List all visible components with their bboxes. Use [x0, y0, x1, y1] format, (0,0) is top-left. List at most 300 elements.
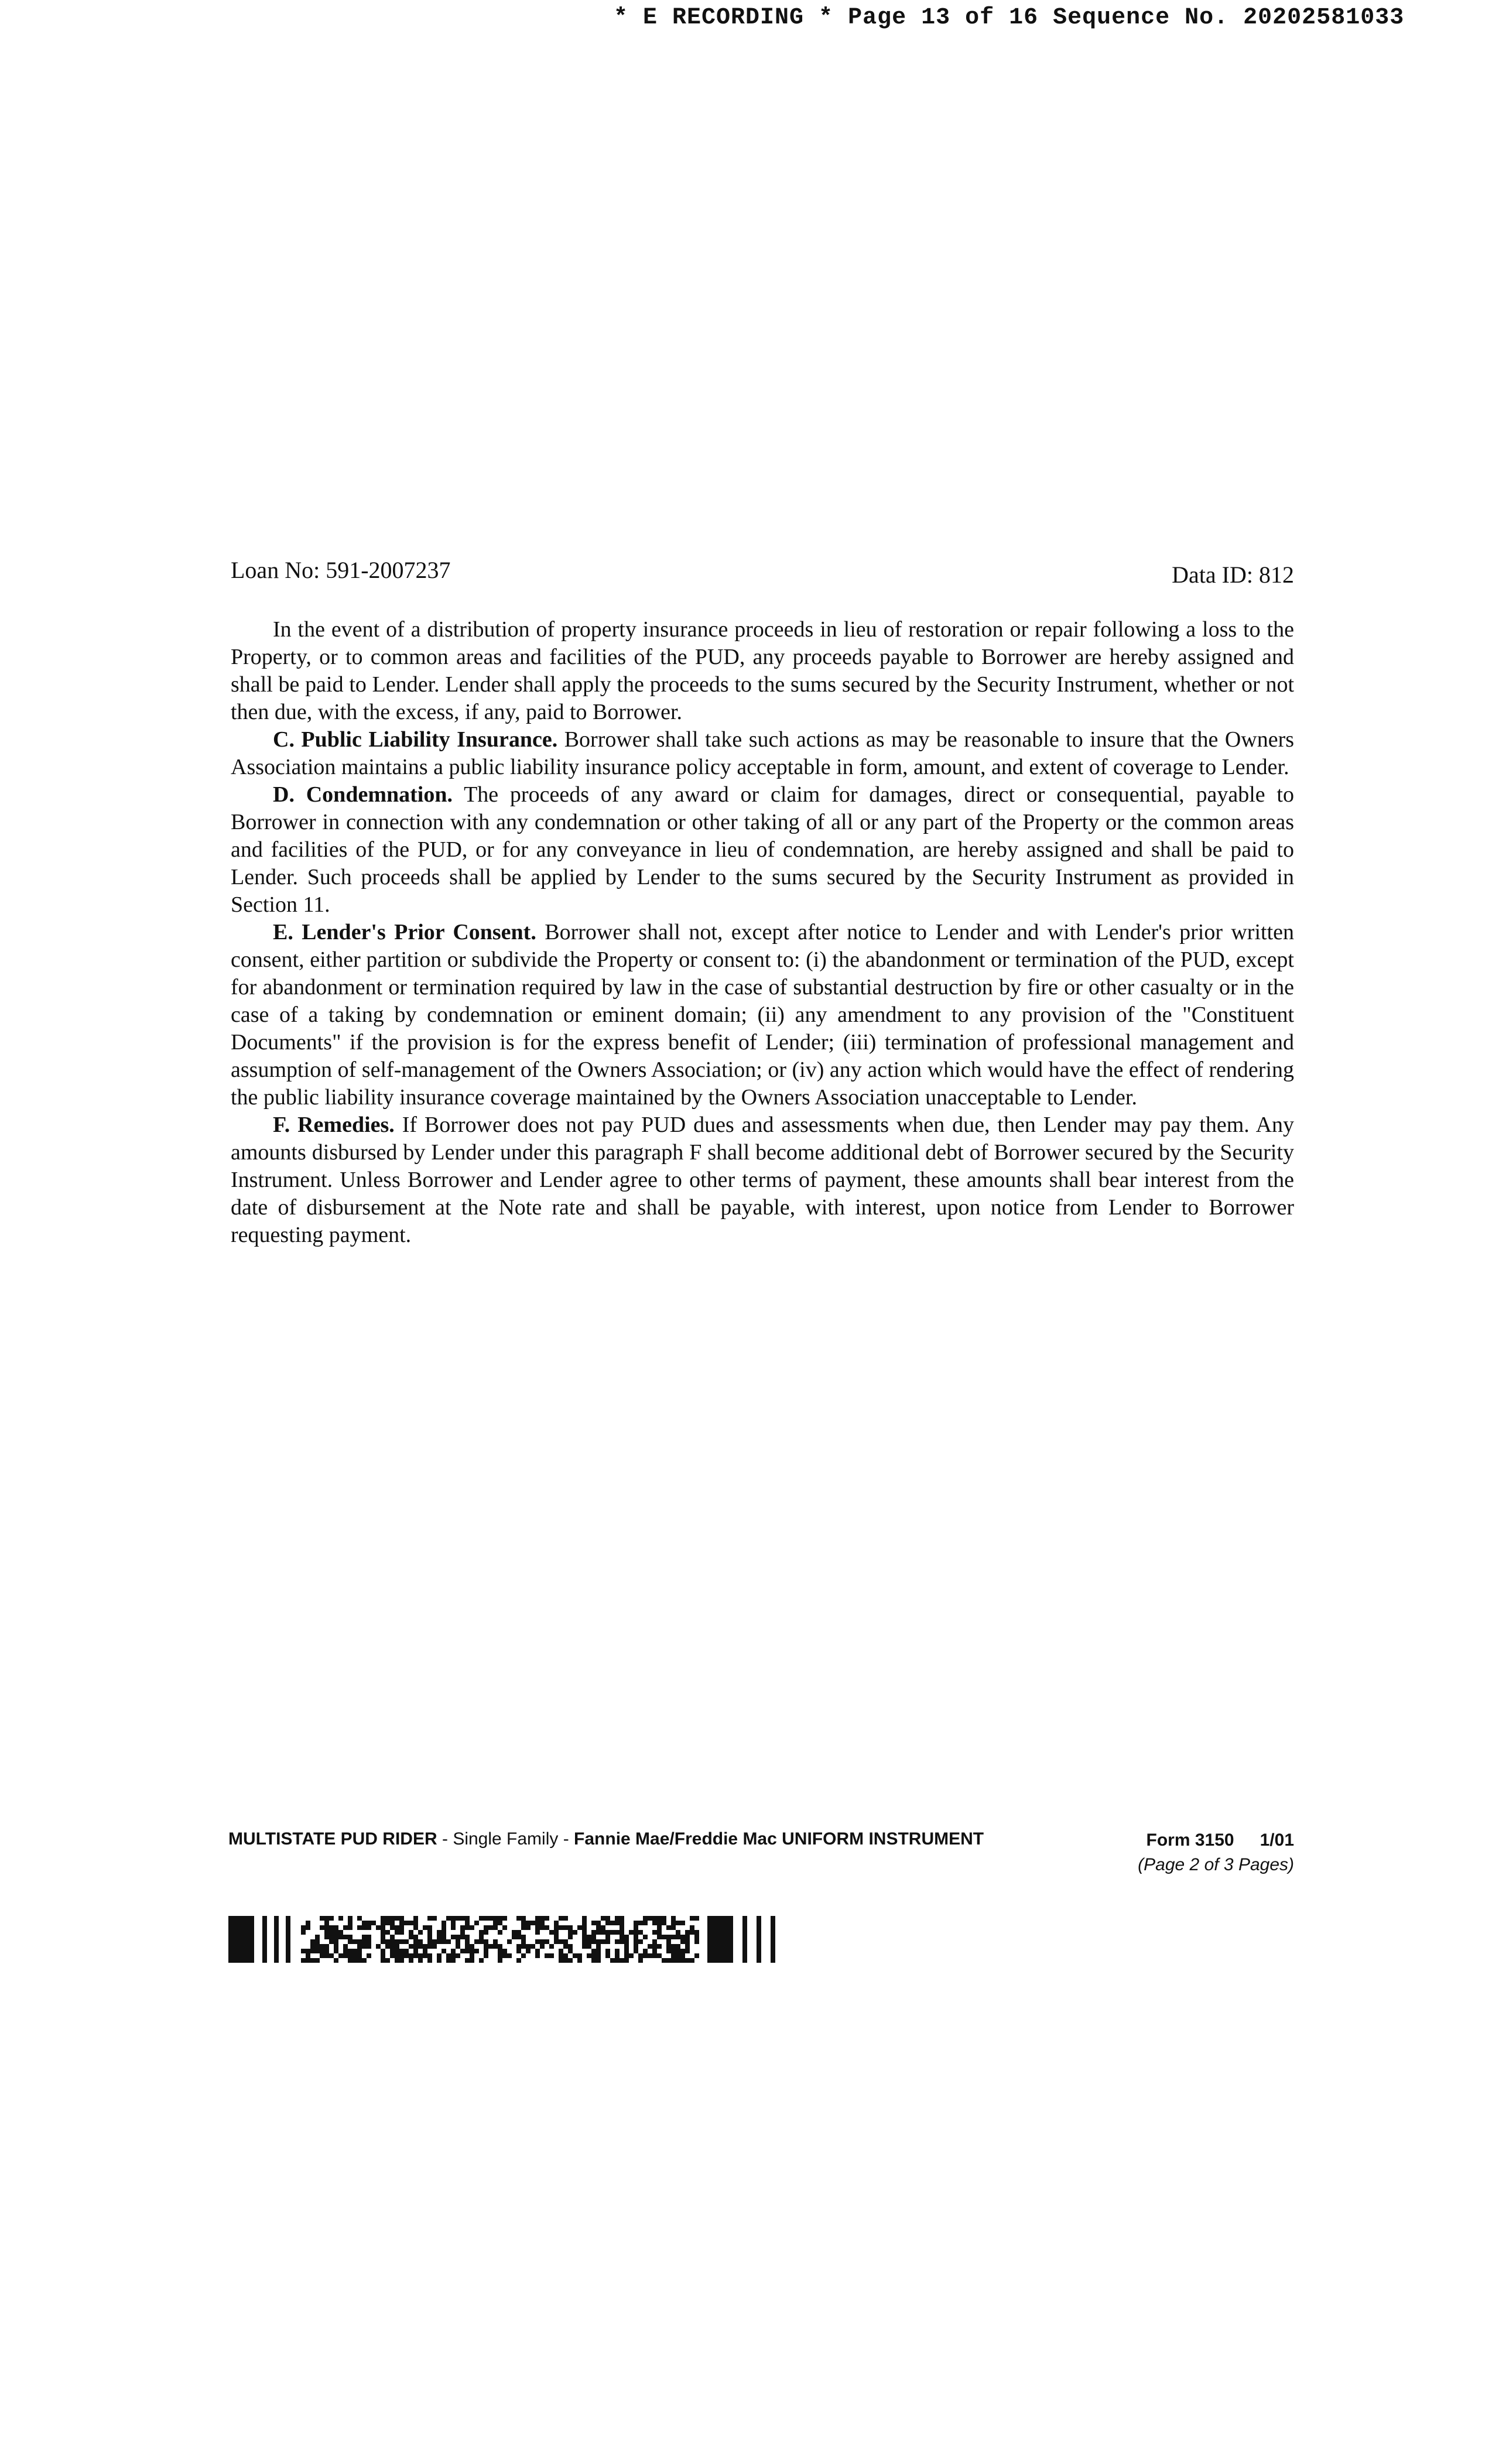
barcode-cell — [652, 1930, 657, 1935]
barcode-cell — [395, 1949, 399, 1953]
barcode-cell — [587, 1944, 591, 1949]
barcode-cell — [474, 1949, 479, 1953]
paragraph-public-liability — [231, 726, 1294, 781]
barcode-cell — [474, 1921, 479, 1925]
barcode-cell — [418, 1953, 423, 1958]
barcode-cell — [582, 1925, 587, 1930]
barcode-cell — [662, 1958, 666, 1963]
barcode-cell — [385, 1958, 390, 1963]
barcode-cell — [690, 1925, 694, 1930]
barcode-cell — [399, 1921, 404, 1925]
barcode-cell — [479, 1958, 484, 1963]
barcode-cell — [395, 1958, 399, 1963]
barcode-cell — [545, 1925, 549, 1930]
barcode-cell — [465, 1949, 470, 1953]
barcode-cell — [535, 1930, 540, 1935]
barcode-cell — [596, 1930, 601, 1935]
barcode-cell — [676, 1944, 680, 1949]
barcode-cell — [484, 1953, 488, 1958]
barcode-cell — [694, 1953, 699, 1958]
barcode-cell — [498, 1930, 502, 1935]
barcode-cell — [484, 1925, 488, 1930]
barcode-cell — [540, 1921, 545, 1925]
barcode-cell — [577, 1953, 582, 1958]
barcode-cell — [680, 1921, 685, 1925]
barcode-cell — [381, 1930, 385, 1935]
barcode-cell — [516, 1935, 521, 1939]
barcode-cell — [404, 1921, 409, 1925]
barcode-cell — [493, 1916, 498, 1921]
barcode-cell — [315, 1939, 320, 1944]
barcode-cell — [540, 1925, 545, 1930]
barcode-cell — [348, 1935, 352, 1939]
barcode-cell — [596, 1958, 601, 1963]
barcode-cell — [451, 1916, 456, 1921]
barcode-cell — [399, 1953, 404, 1958]
barcode-cell — [671, 1953, 676, 1958]
barcode-cell — [484, 1916, 488, 1921]
barcode-cell — [437, 1935, 442, 1939]
barcode-cell — [549, 1953, 554, 1958]
barcode-cell — [643, 1916, 648, 1921]
barcode-cell — [568, 1944, 573, 1949]
barcode-cell — [563, 1925, 568, 1930]
barcode-cell — [460, 1916, 465, 1921]
barcode-cell — [324, 1921, 329, 1925]
barcode-cell — [591, 1958, 596, 1963]
barcode-cell — [498, 1944, 502, 1949]
barcode-cell — [685, 1935, 690, 1939]
barcode-cell — [329, 1930, 334, 1935]
barcode-cell — [662, 1921, 666, 1925]
barcode-cell — [694, 1916, 699, 1921]
barcode-bar — [286, 1916, 290, 1963]
paragraph-text: Borrower shall take such actions as may be reasonable to insure that the Owners Association maintains a public liability insurance policy acceptable in form, amount, and extent of coverage to Lender. — [231, 727, 1295, 779]
barcode-cell — [395, 1944, 399, 1949]
barcode-cell — [671, 1916, 676, 1921]
barcode-cell — [446, 1939, 451, 1944]
barcode-cell — [456, 1939, 460, 1944]
barcode-cell — [465, 1916, 470, 1921]
barcode-cell — [390, 1939, 395, 1944]
barcode-cell — [381, 1939, 385, 1944]
barcode-cell — [460, 1949, 465, 1953]
barcode-cell — [446, 1916, 451, 1921]
barcode-cell — [306, 1949, 310, 1953]
barcode-cell — [479, 1930, 484, 1935]
barcode-cell — [535, 1939, 540, 1944]
barcode-cell — [338, 1935, 343, 1939]
form-title — [228, 1829, 984, 1849]
barcode-cell — [404, 1953, 409, 1958]
barcode-cell — [582, 1939, 587, 1944]
barcode-cell — [666, 1939, 671, 1944]
barcode-cell — [484, 1949, 488, 1953]
barcode-cell — [516, 1930, 521, 1935]
barcode-cell — [615, 1953, 620, 1958]
barcode-cell — [465, 1944, 470, 1949]
barcode-cell — [545, 1953, 549, 1958]
barcode-cell — [362, 1935, 367, 1939]
barcode-cell — [498, 1916, 502, 1921]
barcode-cell — [465, 1921, 470, 1925]
barcode-cell — [554, 1935, 559, 1939]
barcode-cell — [451, 1949, 456, 1953]
barcode-cell — [601, 1916, 605, 1921]
barcode-cell — [690, 1930, 694, 1935]
barcode-cell — [442, 1949, 446, 1953]
barcode-cell — [573, 1953, 577, 1958]
paragraph-text: Borrower shall not, except after notice to Lender and with Lender's prior written consent, either partition or subdivide the Property or consent to: (i) the abandonment or termination of the PUD, except for abandonment or termination required by law in the case of substantial destruction by fire or other casualty or in the case of a taking by condemnation or eminent domain; (ii) any amendment to any provision of the "Constituent Documents" if the provision is for the express benefit of Lender; (iii) termination of professional management and assumption of self-management of the Owners Association; or (iv) any action which would have the effect of rendering the public liability insurance coverage maintained by the Owners Association unacceptable to Lender. — [231, 920, 1294, 1110]
barcode-cell — [549, 1944, 554, 1949]
barcode-cell — [573, 1930, 577, 1935]
barcode-cell — [409, 1935, 413, 1939]
barcode-cell — [306, 1921, 310, 1925]
barcode-cell — [498, 1949, 502, 1953]
barcode-cell — [409, 1930, 413, 1935]
barcode-cell — [680, 1949, 685, 1953]
barcode-cell — [591, 1939, 596, 1944]
barcode-cell — [554, 1925, 559, 1930]
barcode-cell — [657, 1944, 662, 1949]
barcode-cell — [516, 1949, 521, 1953]
barcode-bar — [262, 1916, 267, 1963]
barcode-cell — [357, 1939, 362, 1944]
barcode-cell — [605, 1930, 610, 1935]
barcode-cell — [423, 1949, 427, 1953]
barcode-cell — [343, 1935, 348, 1939]
barcode-cell — [357, 1949, 362, 1953]
barcode-cell — [442, 1935, 446, 1939]
barcode-cell — [301, 1930, 306, 1935]
barcode-cell — [395, 1939, 399, 1944]
barcode-cell — [427, 1935, 432, 1939]
barcode-cell — [531, 1921, 535, 1925]
barcode-cell — [367, 1944, 371, 1949]
barcode-cell — [615, 1949, 620, 1953]
barcode-cell — [634, 1935, 638, 1939]
form-id — [1147, 1830, 1294, 1850]
barcode-cell — [643, 1953, 648, 1958]
barcode-cell — [634, 1949, 638, 1953]
barcode-cell — [582, 1916, 587, 1921]
barcode-image — [228, 1914, 790, 1965]
barcode-cell — [301, 1925, 306, 1930]
barcode-cell — [409, 1953, 413, 1958]
barcode-cell — [498, 1921, 502, 1925]
barcode-cell — [423, 1944, 427, 1949]
barcode-cell — [615, 1958, 620, 1963]
barcode-cell — [666, 1944, 671, 1949]
barcode-cell — [680, 1958, 685, 1963]
barcode-cell — [315, 1935, 320, 1939]
barcode-cell — [685, 1958, 690, 1963]
barcode-cell — [479, 1935, 484, 1939]
barcode-cell — [395, 1925, 399, 1930]
barcode-cell — [685, 1944, 690, 1949]
barcode-cell — [587, 1953, 591, 1958]
barcode-cell — [306, 1958, 310, 1963]
barcode-cell — [348, 1939, 352, 1944]
barcode-cell — [559, 1953, 563, 1958]
barcode-cell — [301, 1949, 306, 1953]
barcode-cell — [334, 1944, 338, 1949]
barcode-cell — [367, 1921, 371, 1925]
barcode-cell — [657, 1925, 662, 1930]
barcode-cell — [620, 1916, 624, 1921]
barcode-cell — [554, 1939, 559, 1944]
barcode-cell — [526, 1944, 531, 1949]
barcode-cell — [348, 1921, 352, 1925]
barcode-cell — [432, 1916, 437, 1921]
barcode-cell — [582, 1935, 587, 1939]
barcode-cell — [531, 1944, 535, 1949]
barcode-cell — [521, 1925, 526, 1930]
barcode-cell — [634, 1944, 638, 1949]
barcode-cell — [334, 1930, 338, 1935]
barcode-cell — [310, 1939, 315, 1944]
barcode-cell — [559, 1939, 563, 1944]
barcode-cell — [451, 1958, 456, 1963]
barcode-cell — [648, 1944, 652, 1949]
barcode-cell — [413, 1949, 418, 1953]
barcode-cell — [563, 1958, 568, 1963]
barcode-cell — [324, 1935, 329, 1939]
barcode-cell — [460, 1935, 465, 1939]
barcode-cell — [418, 1944, 423, 1949]
barcode-cell — [324, 1930, 329, 1935]
barcode-cell — [643, 1921, 648, 1925]
barcode-cell — [432, 1944, 437, 1949]
barcode-cell — [629, 1930, 634, 1935]
barcode-cell — [399, 1930, 404, 1935]
barcode-cell — [671, 1944, 676, 1949]
barcode-cell — [343, 1953, 348, 1958]
barcode-cell — [423, 1953, 427, 1958]
barcode-cell — [568, 1935, 573, 1939]
barcode-cell — [535, 1953, 540, 1958]
barcode-cell — [535, 1916, 540, 1921]
barcode-cell — [470, 1949, 474, 1953]
barcode-cell — [334, 1958, 338, 1963]
barcode-cell — [399, 1958, 404, 1963]
barcode-cell — [652, 1939, 657, 1944]
barcode-cell — [521, 1944, 526, 1949]
barcode-cell — [451, 1953, 456, 1958]
barcode-cell — [320, 1953, 324, 1958]
barcode-cell — [559, 1916, 563, 1921]
barcode-cell — [502, 1916, 507, 1921]
barcode-cell — [442, 1921, 446, 1925]
barcode-cell — [568, 1949, 573, 1953]
barcode-cell — [381, 1935, 385, 1939]
barcode-cell — [610, 1958, 615, 1963]
barcode-cell — [470, 1925, 474, 1930]
barcode-cell — [451, 1921, 456, 1925]
paragraph-heading: C. Public Liability Insurance. — [273, 727, 558, 752]
barcode-cell — [582, 1944, 587, 1949]
barcode-cell — [474, 1939, 479, 1944]
barcode-cell — [676, 1921, 680, 1925]
barcode-cell — [484, 1939, 488, 1944]
barcode-cell — [620, 1925, 624, 1930]
barcode-cell — [601, 1930, 605, 1935]
barcode-cell — [451, 1935, 456, 1939]
barcode-cell — [671, 1949, 676, 1953]
barcode-cell — [334, 1935, 338, 1939]
barcode-cell — [488, 1925, 493, 1930]
barcode-cell — [657, 1930, 662, 1935]
barcode-cell — [657, 1921, 662, 1925]
barcode-cell — [324, 1953, 329, 1958]
form-title-sub: - Single Family - — [437, 1829, 574, 1849]
barcode-cell — [652, 1921, 657, 1925]
barcode-cell — [390, 1944, 395, 1949]
data-id: Data ID: 812 — [1172, 562, 1294, 588]
barcode-cell — [620, 1930, 624, 1935]
barcode-cell — [615, 1916, 620, 1921]
barcode-cell — [427, 1958, 432, 1963]
barcode-cell — [381, 1953, 385, 1958]
barcode-cell — [352, 1953, 357, 1958]
barcode-cell — [554, 1921, 559, 1925]
barcode-cell — [381, 1949, 385, 1953]
barcode-cell — [545, 1916, 549, 1921]
barcode-cell — [348, 1958, 352, 1963]
barcode-cell — [685, 1949, 690, 1953]
paragraph-heading: F. Remedies. — [273, 1113, 395, 1137]
barcode-cell — [324, 1949, 329, 1953]
barcode-cell — [643, 1935, 648, 1939]
barcode-cell — [559, 1958, 563, 1963]
barcode-cell — [657, 1935, 662, 1939]
paragraph-heading: D. Condemnation. — [273, 782, 453, 807]
barcode-cell — [418, 1930, 423, 1935]
barcode-cell — [376, 1944, 381, 1949]
barcode-cell — [685, 1939, 690, 1944]
barcode-cell — [493, 1921, 498, 1925]
barcode-cell — [540, 1939, 545, 1944]
barcode-cell — [409, 1944, 413, 1949]
barcode-cell — [376, 1925, 381, 1930]
barcode-cell — [442, 1925, 446, 1930]
barcode-cell — [437, 1939, 442, 1944]
barcode-cell — [638, 1953, 643, 1958]
barcode-cell — [643, 1949, 648, 1953]
barcode-cell — [577, 1925, 582, 1930]
barcode-cell — [680, 1953, 685, 1958]
barcode-cell — [390, 1925, 395, 1930]
barcode-cell — [385, 1921, 390, 1925]
barcode-cell — [395, 1916, 399, 1921]
barcode-cell — [324, 1916, 329, 1921]
barcode-cell — [310, 1949, 315, 1953]
paragraph-prior-consent — [231, 919, 1294, 1111]
barcode-cell — [601, 1939, 605, 1944]
loan-info-line — [231, 556, 1294, 591]
paragraph-heading: E. Lender's Prior Consent. — [273, 920, 536, 944]
barcode-cell — [694, 1935, 699, 1939]
barcode-cell — [605, 1953, 610, 1958]
barcode-cell — [343, 1925, 348, 1930]
barcode-cell — [484, 1930, 488, 1935]
barcode-cell — [334, 1949, 338, 1953]
barcode-cell — [526, 1921, 531, 1925]
barcode-cell — [605, 1921, 610, 1925]
barcode-cell — [371, 1921, 376, 1925]
barcode-cell — [357, 1953, 362, 1958]
barcode-cell — [591, 1930, 596, 1935]
barcode-cell — [381, 1925, 385, 1930]
barcode-bar — [707, 1916, 733, 1963]
barcode-cell — [521, 1921, 526, 1925]
barcode-cell — [352, 1949, 357, 1953]
barcode-cell — [348, 1953, 352, 1958]
barcode-cell — [563, 1953, 568, 1958]
barcode-cell — [334, 1939, 338, 1944]
barcode-cell — [638, 1930, 643, 1935]
barcode-cell — [615, 1921, 620, 1925]
barcode-cell — [399, 1925, 404, 1930]
barcode-cell — [596, 1949, 601, 1953]
recording-header: * E RECORDING * Page 13 of 16 Sequence No. 20202581033 — [614, 5, 1405, 31]
barcode-cell — [671, 1958, 676, 1963]
barcode-cell — [470, 1958, 474, 1963]
barcode-cell — [488, 1944, 493, 1949]
barcode-cell — [498, 1953, 502, 1958]
barcode-cell — [399, 1939, 404, 1944]
barcode-cell — [605, 1949, 610, 1953]
barcode-cell — [329, 1953, 334, 1958]
barcode-cell — [652, 1916, 657, 1921]
barcode-cell — [591, 1935, 596, 1939]
barcode-cell — [666, 1925, 671, 1930]
barcode-cell — [390, 1953, 395, 1958]
barcode-cell — [554, 1930, 559, 1935]
barcode-cell — [694, 1930, 699, 1935]
barcode-cell — [488, 1916, 493, 1921]
barcode-cell — [413, 1916, 418, 1921]
barcode-cell — [456, 1944, 460, 1949]
barcode-cell — [652, 1949, 657, 1953]
barcode-cell — [427, 1930, 432, 1935]
barcode-cell — [666, 1935, 671, 1939]
barcode-cell — [362, 1925, 367, 1930]
paragraph-insurance-proceeds — [231, 616, 1294, 726]
form-title-instrument: Fannie Mae/Freddie Mac UNIFORM INSTRUMENT — [574, 1829, 984, 1849]
barcode-cell — [516, 1944, 521, 1949]
barcode-cell — [629, 1953, 634, 1958]
barcode-cell — [465, 1925, 470, 1930]
barcode-cell — [367, 1935, 371, 1939]
barcode-cell — [596, 1939, 601, 1944]
barcode-cell — [563, 1944, 568, 1949]
barcode-cell — [324, 1925, 329, 1930]
barcode-cell — [343, 1949, 348, 1953]
barcode-cell — [502, 1953, 507, 1958]
barcode-cell — [521, 1935, 526, 1939]
barcode-cell — [413, 1944, 418, 1949]
barcode-cell — [385, 1944, 390, 1949]
barcode-cell — [338, 1930, 343, 1935]
barcode-cell — [652, 1944, 657, 1949]
barcode-cell — [418, 1939, 423, 1944]
barcode-cell — [432, 1939, 437, 1944]
barcode-cell — [512, 1930, 516, 1935]
form-footer — [228, 1829, 1294, 1882]
barcode-cell — [320, 1916, 324, 1921]
barcode-cell — [343, 1944, 348, 1949]
